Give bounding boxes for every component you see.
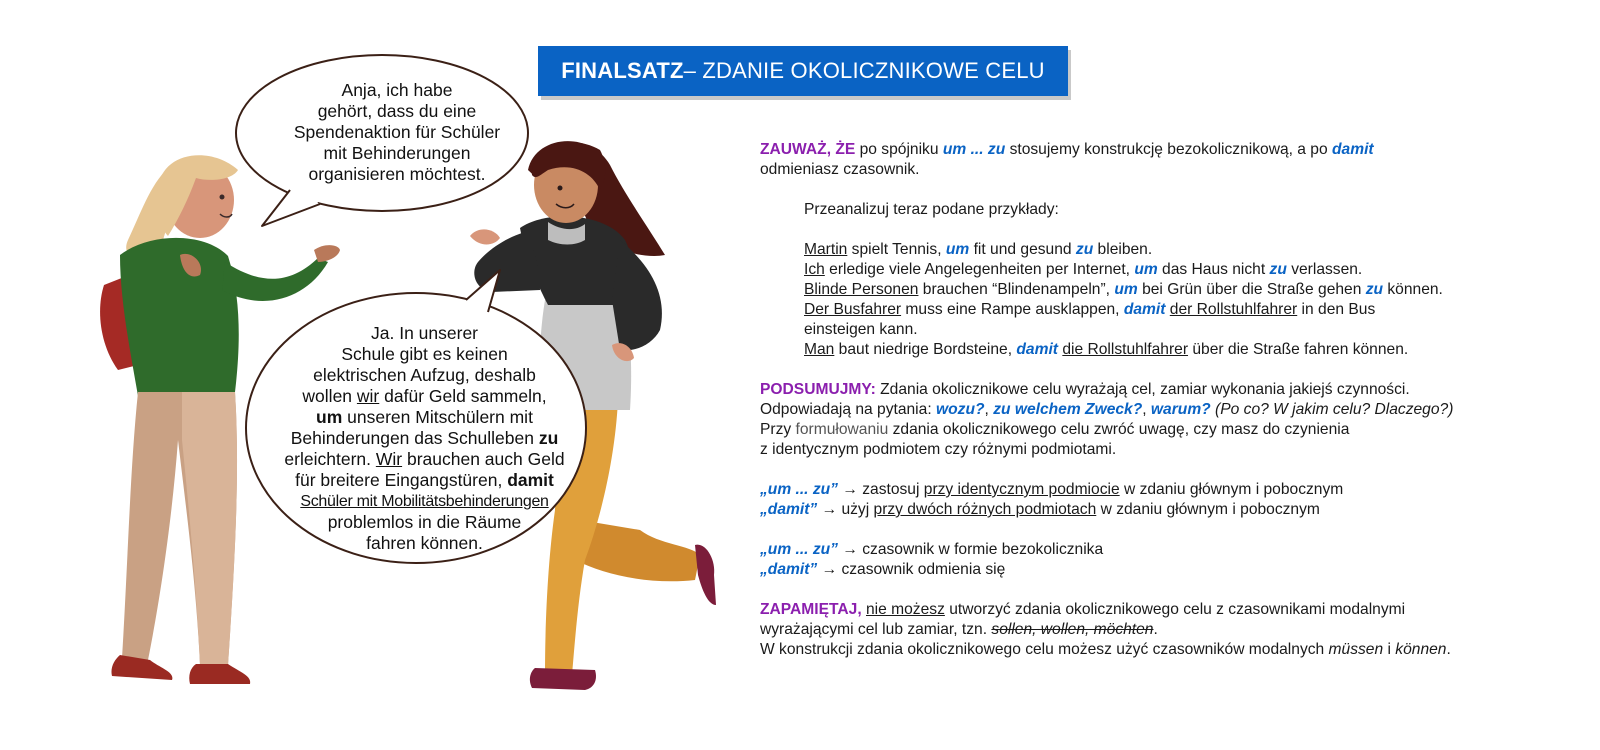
- example-sentence: [760, 300, 1580, 320]
- text-span: bei Grün über die Straße gehen: [1137, 281, 1366, 298]
- translation-italic: (Po co? W jakim celu? Dlaczego?): [1210, 401, 1454, 418]
- bubble-bottom-line: elektrischen Aufzug, deshalb: [313, 365, 536, 385]
- example-sentence: [760, 260, 1580, 280]
- example-sentence: [760, 240, 1580, 260]
- text-span: baut niedrige Bordsteine,: [834, 341, 1017, 358]
- text-span: .: [1153, 621, 1158, 638]
- subject-underlined: Man: [804, 341, 835, 358]
- bubble-bottom-line: [262, 470, 587, 491]
- text-span: formułowaniu: [795, 421, 889, 438]
- note-label: ZAUWAŻ, ŻE: [760, 141, 856, 158]
- text-span: .: [1446, 641, 1451, 658]
- summary-paragraph: [760, 380, 1580, 400]
- text-span: verlassen.: [1286, 261, 1363, 278]
- title-bold: FINALSATZ: [561, 58, 684, 83]
- keyword: um: [1134, 261, 1158, 278]
- rule-line: [760, 480, 1580, 500]
- bubble-top-line: Anja, ich habe: [341, 80, 453, 100]
- keyword: zu: [1269, 261, 1287, 278]
- keyword-bold: zu: [538, 428, 559, 448]
- keyword-bold: damit: [507, 470, 554, 490]
- subject-underlined: Martin: [804, 241, 848, 258]
- text-span: Zdania okolicznikowe celu wyrażają cel, zamiar wykonania jakiejś czynności.: [875, 381, 1410, 398]
- subject-underlined: Blinde Personen: [804, 281, 919, 298]
- text-span: wollen: [302, 386, 357, 406]
- bubble-bottom-line: [262, 449, 587, 470]
- bubble-bottom-line: [262, 386, 587, 407]
- text-span: utworzyć zdania okolicznikowego celu z czasownikami modalnymi: [944, 601, 1406, 618]
- bubble-bottom-line: fahren können.: [366, 533, 483, 553]
- explanation-content: [760, 140, 1580, 660]
- page-title-banner: [538, 46, 1068, 96]
- keyword: zu: [1365, 281, 1384, 298]
- keyword: warum?: [1150, 401, 1211, 418]
- bubble-bottom-text: [262, 323, 587, 554]
- keyword: um ... zu: [942, 141, 1006, 158]
- example-sentence: [760, 340, 1580, 360]
- modal-verb: können: [1395, 641, 1447, 658]
- rule-line: [760, 500, 1580, 520]
- subject-underlined: Ich: [804, 261, 825, 278]
- text-span: erleichtern.: [284, 449, 376, 469]
- subject-underlined: Wir: [375, 449, 403, 469]
- modal-verb: müssen: [1328, 641, 1384, 658]
- keyword-bold: um: [316, 407, 343, 427]
- text-span: fit und gesund: [969, 241, 1076, 258]
- example-sentence-continued: einsteigen kann.: [804, 321, 918, 338]
- keyword: „damit”: [760, 561, 818, 578]
- keyword: zu: [1075, 241, 1094, 258]
- keyword: „damit”: [760, 501, 818, 518]
- bubble-bottom-line: [262, 428, 587, 449]
- text-span: po spójniku: [855, 141, 943, 158]
- text-span: muss eine Rampe ausklappen,: [901, 301, 1124, 318]
- text-span: erledige viele Angelegenheiten per Internet,: [824, 261, 1135, 278]
- text-span: das Haus nicht: [1157, 261, 1270, 278]
- text-span: ,: [984, 401, 994, 418]
- subject-underlined: die Rollstuhlfahrer: [1062, 341, 1189, 358]
- keyword: „um ... zu”: [760, 541, 838, 558]
- text-span: in den Bus: [1297, 301, 1376, 318]
- summary-line: [760, 420, 1580, 440]
- example-sentence: [760, 280, 1580, 300]
- text-span: zdania okolicznikowego celu zwróć uwagę, czy masz do czynienia: [888, 421, 1350, 438]
- keyword: um: [945, 241, 970, 258]
- rule-line: [760, 560, 1580, 580]
- text-span: Odpowiadają na pytania:: [760, 401, 936, 418]
- summary-line: z identycznym podmiotem czy różnymi podmiotami.: [760, 441, 1117, 458]
- text-span: → użyj: [817, 501, 874, 518]
- text-span: → czasownik odmienia się: [817, 561, 1006, 578]
- summary-questions: [760, 400, 1580, 420]
- text-span: über die Straße fahren können.: [1188, 341, 1409, 358]
- bubble-bottom-line: Schule gibt es keinen: [341, 344, 508, 364]
- rule-line: [760, 540, 1580, 560]
- text-span: für breitere Eingangstüren,: [295, 470, 508, 490]
- bubble-bottom-line: Ja. In unserer: [371, 323, 478, 343]
- bubble-top-text: [262, 80, 532, 185]
- text-span: w zdaniu głównym i pobocznym: [1119, 481, 1344, 498]
- text-span: brauchen auch Geld: [402, 449, 565, 469]
- text-span: → zastosuj: [837, 481, 924, 498]
- keyword: wozu?: [936, 401, 985, 418]
- remember-line: [760, 620, 1580, 640]
- text-span: i: [1383, 641, 1396, 658]
- text-span: bleiben.: [1093, 241, 1153, 258]
- bubble-bottom-line: problemlos in die Räume: [327, 512, 522, 532]
- text-span: Przy: [760, 421, 796, 438]
- analyze-instruction: Przeanalizuj teraz podane przykłady:: [804, 201, 1059, 218]
- text-span: können.: [1383, 281, 1443, 298]
- subject-underlined: der Rollstuhlfahrer: [1169, 301, 1298, 318]
- keyword: damit: [1332, 141, 1374, 158]
- text-span: brauchen “Blindenampeln”,: [918, 281, 1115, 298]
- text-span: Behinderungen das Schulleben: [290, 428, 539, 448]
- text-span: stosujemy konstrukcję bezokolicznikową, a po: [1005, 141, 1332, 158]
- text-span: wyrażającymi cel lub zamiar, tzn.: [760, 621, 992, 638]
- underlined-phrase: nie możesz: [866, 601, 945, 618]
- text-span: dafür Geld sammeln,: [379, 386, 547, 406]
- bubble-top-line: Spendenaktion für Schüler: [293, 122, 501, 142]
- bubble-bottom-line: [262, 407, 587, 428]
- text-span: unseren Mitschülern mit: [342, 407, 533, 427]
- remember-label: ZAPAMIĘTAJ,: [760, 601, 862, 618]
- subject-underlined: wir: [356, 386, 380, 406]
- bubble-top-line: gehört, dass du eine: [317, 101, 477, 121]
- text-span: spielt Tennis,: [847, 241, 946, 258]
- summary-label: PODSUMUJMY:: [760, 381, 876, 398]
- bubble-bottom-line: Schüler mit Mobilitätsbehinderungen: [300, 493, 549, 510]
- keyword: „um ... zu”: [760, 481, 838, 498]
- bubble-top-line: mit Behinderungen: [323, 143, 471, 163]
- keyword: damit: [1016, 341, 1058, 358]
- subject-underlined: Der Busfahrer: [804, 301, 902, 318]
- text-span: W konstrukcji zdania okolicznikowego celu możesz użyć czasowników modalnych: [760, 641, 1329, 658]
- title-rest: – ZDANIE OKOLICZNIKOWE CELU: [683, 58, 1045, 83]
- note-paragraph: [760, 140, 1580, 160]
- bubble-top-line: organisieren möchtest.: [308, 164, 486, 184]
- keyword: damit: [1123, 301, 1166, 318]
- remember-line: [760, 640, 1580, 660]
- underlined-phrase: przy identycznym podmiocie: [923, 481, 1120, 498]
- note-paragraph-continued: odmieniasz czasownik.: [760, 161, 920, 178]
- strikethrough-verbs: sollen, wollen, möchten: [991, 621, 1154, 638]
- text-span: ,: [1142, 401, 1151, 418]
- text-span: w zdaniu głównym i pobocznym: [1096, 501, 1320, 518]
- keyword: um: [1114, 281, 1138, 298]
- keyword: zu welchem Zweck?: [993, 401, 1143, 418]
- underlined-phrase: przy dwóch różnych podmiotach: [873, 501, 1097, 518]
- text-span: → czasownik w formie bezokolicznika: [837, 541, 1104, 558]
- remember-paragraph: [760, 600, 1580, 620]
